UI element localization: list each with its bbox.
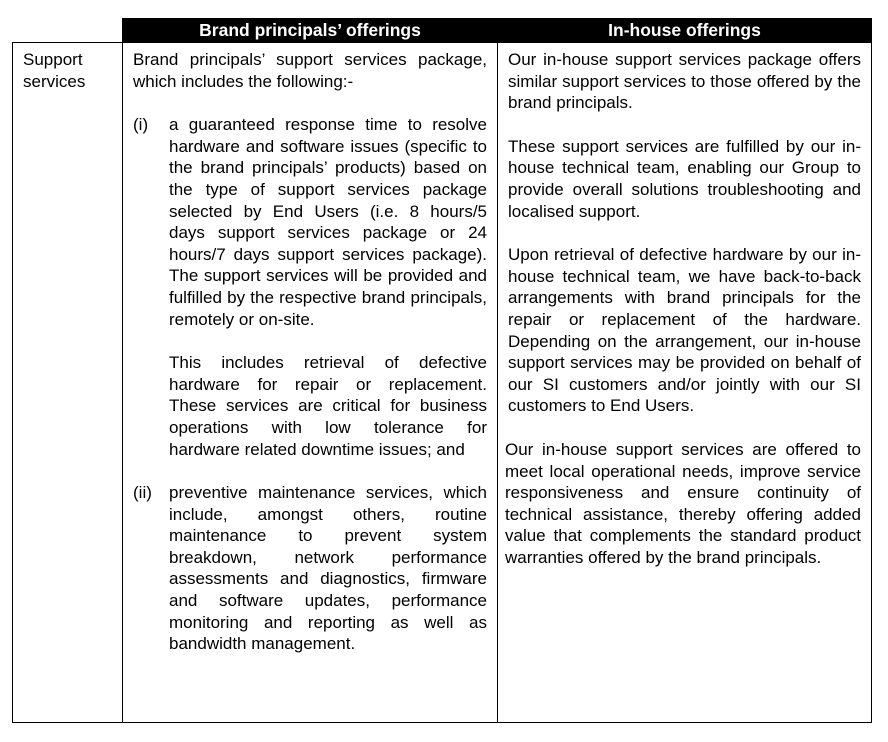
item-paragraph: a guaranteed response time to resolve hardware and software issues (specific to the brand principals’ products) based on the type of support services package selected by End Users (i.e. 8 hours/5 days support services package or 24 hours/7 days support services package). The support services will be provided and fulfilled by the respective brand principals, remotely or on-site. bbox=[169, 115, 487, 329]
offerings-comparison-table bbox=[12, 18, 872, 723]
item-body bbox=[169, 482, 487, 655]
brand-intro-text: Brand principals’ support services package, which includes the following:- bbox=[133, 50, 487, 91]
item-body bbox=[169, 114, 487, 460]
header-in-house: In-house offerings bbox=[498, 19, 872, 43]
header-brand-principals: Brand principals’ offerings bbox=[123, 19, 498, 43]
item-paragraph: preventive maintenance services, which include, amongst others, routine maintenance to prevent system breakdown, network performance assessments and diagnostics, firmware and software updates, performance monitoring and reporting as well as bandwidth management. bbox=[169, 483, 487, 654]
row-label-cell bbox=[13, 43, 123, 723]
brand-offerings-cell bbox=[123, 43, 498, 723]
table-header-row bbox=[13, 19, 872, 43]
brand-item-ii bbox=[133, 482, 487, 655]
row-label: Support services bbox=[23, 50, 86, 91]
inhouse-paragraph: Our in-house support services package offers similar support services to those offered by the brand principals. bbox=[508, 50, 861, 113]
item-number: (i) bbox=[133, 115, 149, 135]
inhouse-paragraph: Upon retrieval of defective hardware by our in-house technical team, we have back-to-back arrangements with brand principals for the repair or replacement of the hardware. Depending on the arrangement, our in-house support services may be provided on behalf of our SI customers and/or jointly with our SI customers to End Users. bbox=[508, 245, 861, 416]
table-row-support-services bbox=[13, 43, 872, 723]
header-blank-cell bbox=[13, 19, 123, 43]
item-number: (ii) bbox=[133, 483, 152, 503]
inhouse-paragraph: Our in-house support services are offered to meet local operational needs, improve service responsiveness and ensure continuity of technical assistance, thereby offering added value that complements the standard product warranties offered by the brand principals. bbox=[505, 439, 861, 567]
inhouse-offerings-cell bbox=[498, 43, 872, 723]
brand-item-i bbox=[133, 114, 487, 460]
item-paragraph: This includes retrieval of defective hardware for repair or replacement. These services are critical for business operations with low tolerance for hardware related downtime issues; and bbox=[169, 353, 487, 459]
inhouse-paragraph: These support services are fulfilled by our in-house technical team, enabling our Group to provide overall solutions troubleshooting and localised support. bbox=[508, 136, 861, 221]
